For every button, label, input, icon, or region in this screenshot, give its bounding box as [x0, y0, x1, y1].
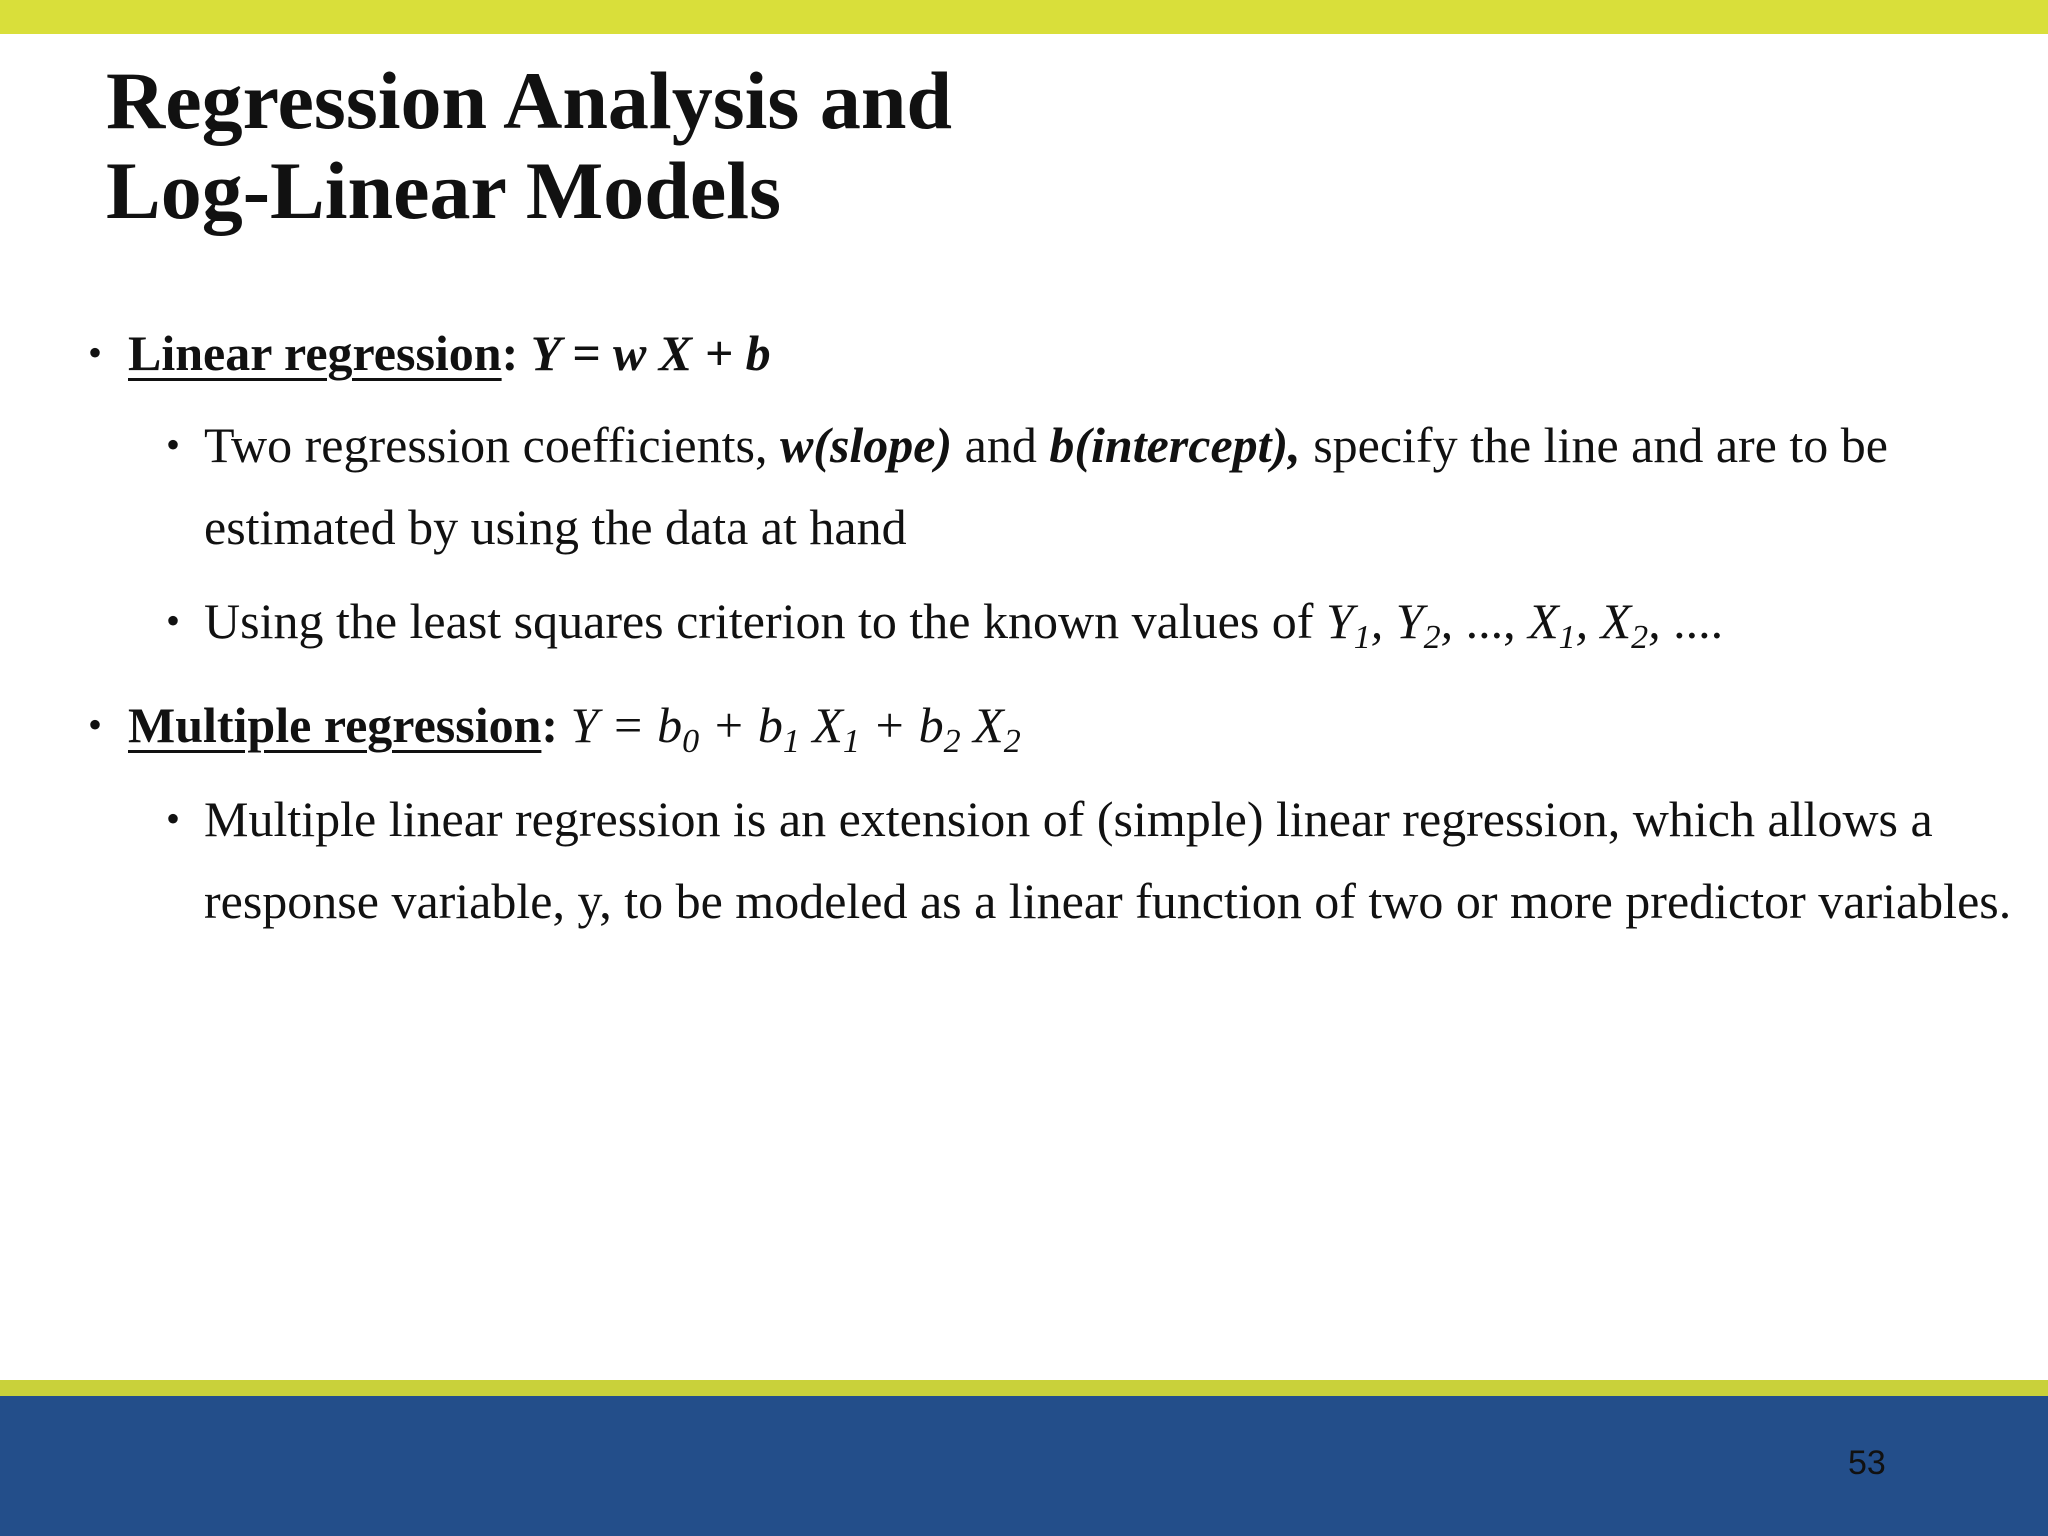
- linear-regression-item: [128, 312, 771, 394]
- intercept-term: b(intercept),: [1049, 417, 1301, 473]
- top-accent-bar: [0, 0, 2048, 34]
- slide-title: [106, 56, 952, 236]
- bullet-icon: •: [88, 702, 103, 747]
- y1-symbol: $Y_1$, $Y_2$,: [1325, 593, 1454, 656]
- footer-bar: [0, 1396, 2048, 1536]
- ellipsis-1: ...,: [1465, 593, 1516, 649]
- linear-regression-colon: :: [501, 325, 519, 381]
- least-squares-text: Using the least squares criterion to the known values of: [204, 593, 1326, 649]
- multiple-regression-item: [128, 684, 1021, 766]
- ellipsis-2: ....: [1673, 593, 1724, 649]
- coefficients-text-and: and: [952, 417, 1050, 473]
- bullet-icon: •: [166, 796, 181, 841]
- multiple-linear-description: Multiple linear regression is an extension of (simple) linear regression, which allows a response variable, y, to be modeled as a linear function of two or more predictor variables.: [204, 791, 2012, 929]
- least-squares-item: [204, 580, 1723, 662]
- linear-regression-formula: Y = w X + b: [530, 325, 771, 381]
- linear-regression-term: Linear regression: [128, 325, 502, 381]
- page-number: 53: [1848, 1444, 1886, 1482]
- bullet-icon: •: [166, 422, 181, 467]
- coefficients-text-pre: Two regression coefficients,: [204, 417, 780, 473]
- multiple-regression-formula: $Y = b_0 + b_1$ $X_1 + b_2$ $X_2$: [570, 697, 1021, 760]
- slope-term: w(slope): [779, 417, 953, 473]
- bullet-icon: •: [166, 598, 181, 643]
- x1-symbol: $X_1$, $X_2$,: [1528, 593, 1661, 656]
- slide-title-line-1: Regression Analysis and: [106, 55, 953, 146]
- coefficients-text-post: specify the line and are to be estimated by using the data at hand: [204, 417, 1888, 555]
- slide-title-line-2: Log-Linear Models: [106, 145, 781, 236]
- coefficients-item: [204, 404, 2014, 568]
- bullet-icon: •: [88, 330, 103, 375]
- multiple-regression-colon: :: [541, 697, 559, 753]
- bottom-accent-stripe: [0, 1380, 2048, 1396]
- multiple-regression-term: Multiple regression: [128, 697, 542, 753]
